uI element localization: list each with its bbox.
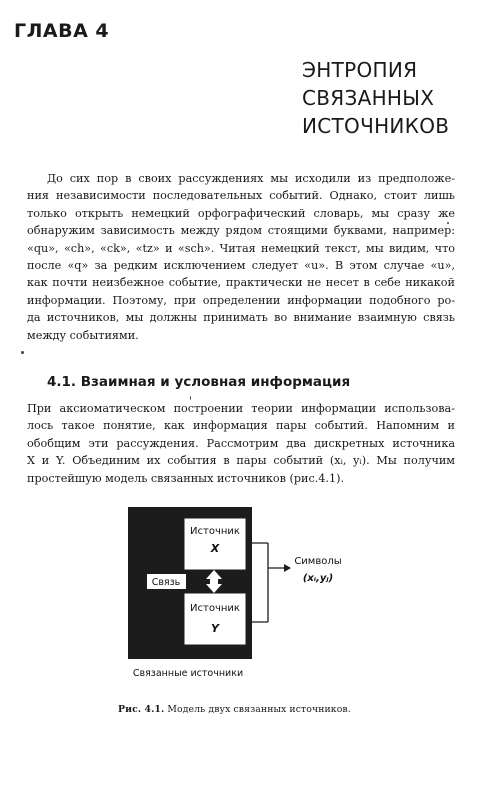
chapter-title — [302, 56, 487, 140]
output-label: Символы — [294, 556, 342, 567]
caption-text: Модель двух связанных источников. — [167, 704, 351, 715]
scan-speck — [21, 351, 24, 354]
text-line: обнаружим зависимость между рядом стоящими буквами, например: — [27, 224, 455, 238]
source-y-variable: Y — [211, 622, 219, 635]
section-heading: 4.1. Взаимная и условная информация — [47, 374, 351, 390]
text-line: между событиями. — [27, 328, 139, 342]
source-x-label: Источник — [190, 526, 240, 537]
diagram-footer-label: Связанные источники — [132, 668, 244, 679]
text-line: «qu», «ch», «ck», «tz» и «sch». Читая немецкий текст, мы видим, что — [27, 241, 455, 255]
text-line: X и Y. Объединим их события в пары событий (xᵢ, yᵢ). Мы получим — [27, 454, 455, 468]
scan-speck — [447, 222, 449, 224]
caption-number: Рис. 4.1. — [118, 704, 165, 715]
text-line: простейшую модель связанных источников (рис.4.1). — [27, 471, 344, 485]
figure-caption — [118, 704, 351, 715]
text-line: обобщим эти рассуждения. Рассмотрим два дискретных источника — [27, 436, 455, 450]
link-label: Связь — [151, 577, 181, 588]
body-paragraph — [27, 400, 455, 487]
linked-sources-diagram — [128, 507, 352, 688]
output-pair: (xᵢ,yⱼ) — [302, 573, 334, 584]
text-line: ния независимости последовательных событий. Однако, стоит лишь — [27, 189, 455, 203]
source-y-label: Источник — [190, 603, 240, 614]
chapter-label: ГЛАВА 4 — [14, 20, 110, 42]
text-line: как почти неизбежное событие, практически не несет в себе никакой — [27, 276, 455, 290]
chapter-title-line: ИСТОЧНИКОВ — [302, 114, 450, 138]
source-y-box — [184, 593, 246, 645]
text-line: При аксиоматическом построении теории информации использова- — [27, 402, 455, 415]
chapter-title-line: ЭНТРОПИЯ — [302, 58, 418, 82]
text-line: после «q» за редким исключением следует «u». В этом случае «u», — [27, 259, 455, 273]
text-line: До сих пор в своих рассуждениях мы исходили из предположе- — [47, 172, 455, 185]
chapter-title-line: СВЯЗАННЫХ — [302, 86, 435, 110]
intro-paragraph — [27, 170, 455, 344]
text-line: да источников, мы должны принимать во внимание взаимную связь — [27, 311, 455, 325]
text-line: информации. Поэтому, при определении информации подобного ро- — [27, 293, 455, 307]
text-line: только открыть немецкий орфографический словарь, мы сразу же — [27, 206, 455, 220]
text-line: лось такое понятие, как информация пары событий. Напомним и — [27, 419, 455, 433]
source-x-variable: X — [210, 542, 220, 555]
